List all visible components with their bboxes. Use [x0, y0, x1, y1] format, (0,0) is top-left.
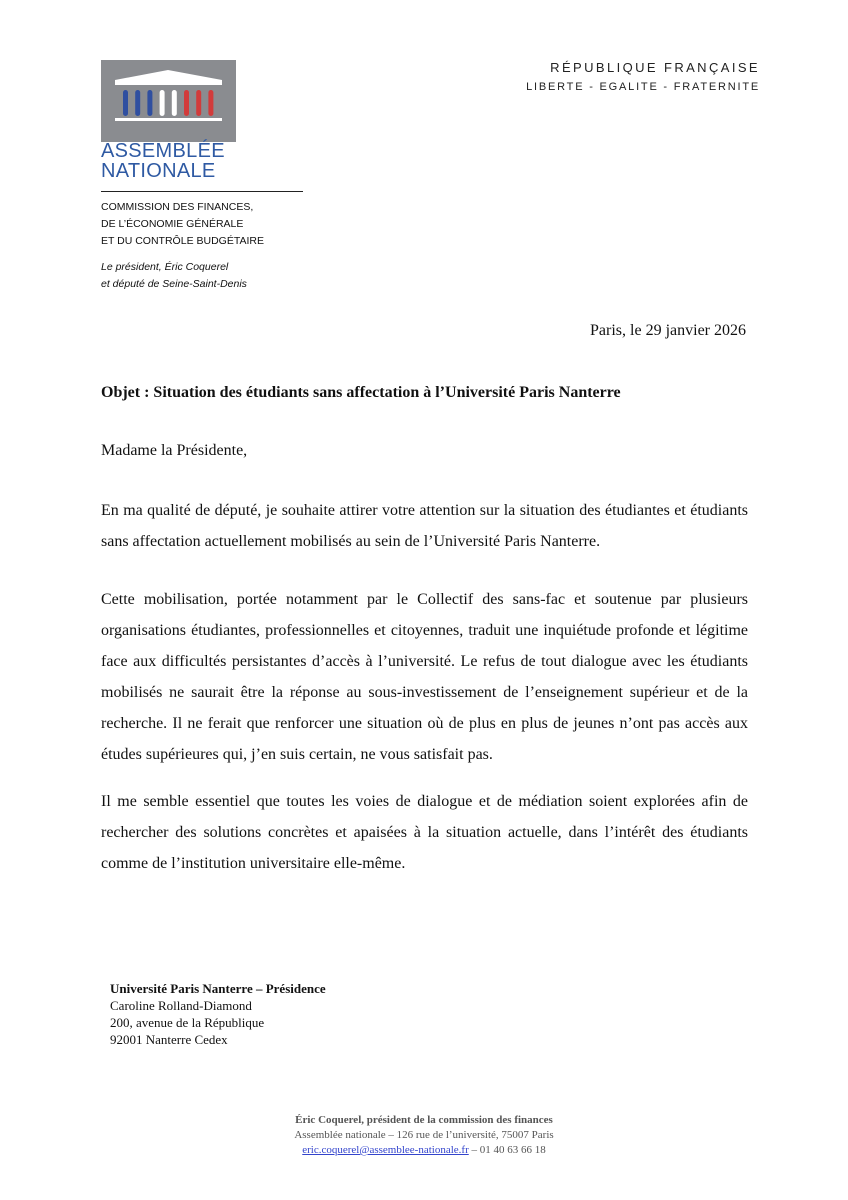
hemicycle-icon: [101, 60, 236, 142]
letter-paragraph: En ma qualité de député, je souhaite attirer votre attention sur la situation des étudiantes et étudiants sans affectation actuellement mobilisés au sein de l’Université Paris Nanterre.: [101, 502, 748, 550]
logo-column: [208, 90, 213, 116]
assemblee-nationale-logo: [101, 60, 236, 142]
commission-line: DE L’ÉCONOMIE GÉNÉRALE: [101, 218, 244, 230]
footer-address: Assemblée nationale – 126 rue de l’université, 75007 Paris: [294, 1129, 554, 1141]
letter-footer: [0, 1113, 848, 1158]
footer-email-link[interactable]: eric.coquerel@assemblee-nationale.fr: [302, 1144, 469, 1156]
letter-paragraph: Il me semble essentiel que toutes les voies de dialogue et de médiation soient explorées afin de rechercher des solutions concrètes et apaisées à la situation actuelle, dans l’intérêt des étudiants comme de l’institution universitaire elle-même.: [101, 793, 748, 872]
letter-salutation: Madame la Présidente,: [101, 442, 248, 459]
logo-line-2: NATIONALE: [101, 160, 216, 182]
logo-column: [172, 90, 177, 116]
logo-column: [135, 90, 140, 116]
letter-subject: Objet : Situation des étudiants sans affectation à l’Université Paris Nanterre: [101, 384, 621, 401]
logo-column: [184, 90, 189, 116]
recipient-name: Caroline Rolland-Diamond: [110, 998, 252, 1013]
signatory-line: Le président, Éric Coquerel: [101, 261, 229, 273]
footer-sender: Éric Coquerel, président de la commission des finances: [295, 1114, 553, 1126]
logo-column: [196, 90, 201, 116]
republic-header: [526, 59, 760, 97]
republic-motto: LIBERTE - EGALITE - FRATERNITE: [526, 81, 760, 93]
logo-column: [160, 90, 165, 116]
commission-name: [101, 199, 361, 250]
header-divider: [101, 191, 303, 192]
logo-column: [147, 90, 152, 116]
commission-line: COMMISSION DES FINANCES,: [101, 201, 254, 213]
recipient-organization: Université Paris Nanterre – Présidence: [110, 981, 326, 996]
letter-paragraph: Cette mobilisation, portée notamment par le Collectif des sans-fac et soutenue par plusieurs organisations étudiantes, professionnelles et citoyennes, traduit une inquiétude profonde et légitime face aux difficultés persistantes d’accès à l’université. Le refus de tout dialogue avec les étudiants mobilisés ne saurait être la réponse au sous-investissement de l’enseignement supérieur et de la recherche. Il ne ferait que renforcer une situation où de plus en plus de jeunes n’ont pas accès aux études supérieures qui, j’en suis certain, ne vous satisfait pas.: [101, 591, 748, 763]
logo-line-1: ASSEMBLÉE: [101, 140, 225, 162]
recipient-address: [110, 980, 326, 1048]
logo-column: [123, 90, 128, 116]
republic-title: RÉPUBLIQUE FRANÇAISE: [550, 60, 760, 75]
footer-contact: [0, 1143, 848, 1158]
letter-date: Paris, le 29 janvier 2026: [590, 322, 746, 339]
recipient-street: 200, avenue de la République: [110, 1015, 265, 1030]
footer-phone: – 01 40 63 66 18: [468, 1144, 546, 1156]
logo-wordmark: [101, 141, 236, 181]
recipient-city: 92001 Nanterre Cedex: [110, 1032, 228, 1047]
logo-base: [115, 118, 222, 121]
commission-line: ET DU CONTRÔLE BUDGÉTAIRE: [101, 235, 264, 247]
signatory-line: et député de Seine-Saint-Denis: [101, 278, 247, 290]
signatory-title: [101, 259, 361, 293]
